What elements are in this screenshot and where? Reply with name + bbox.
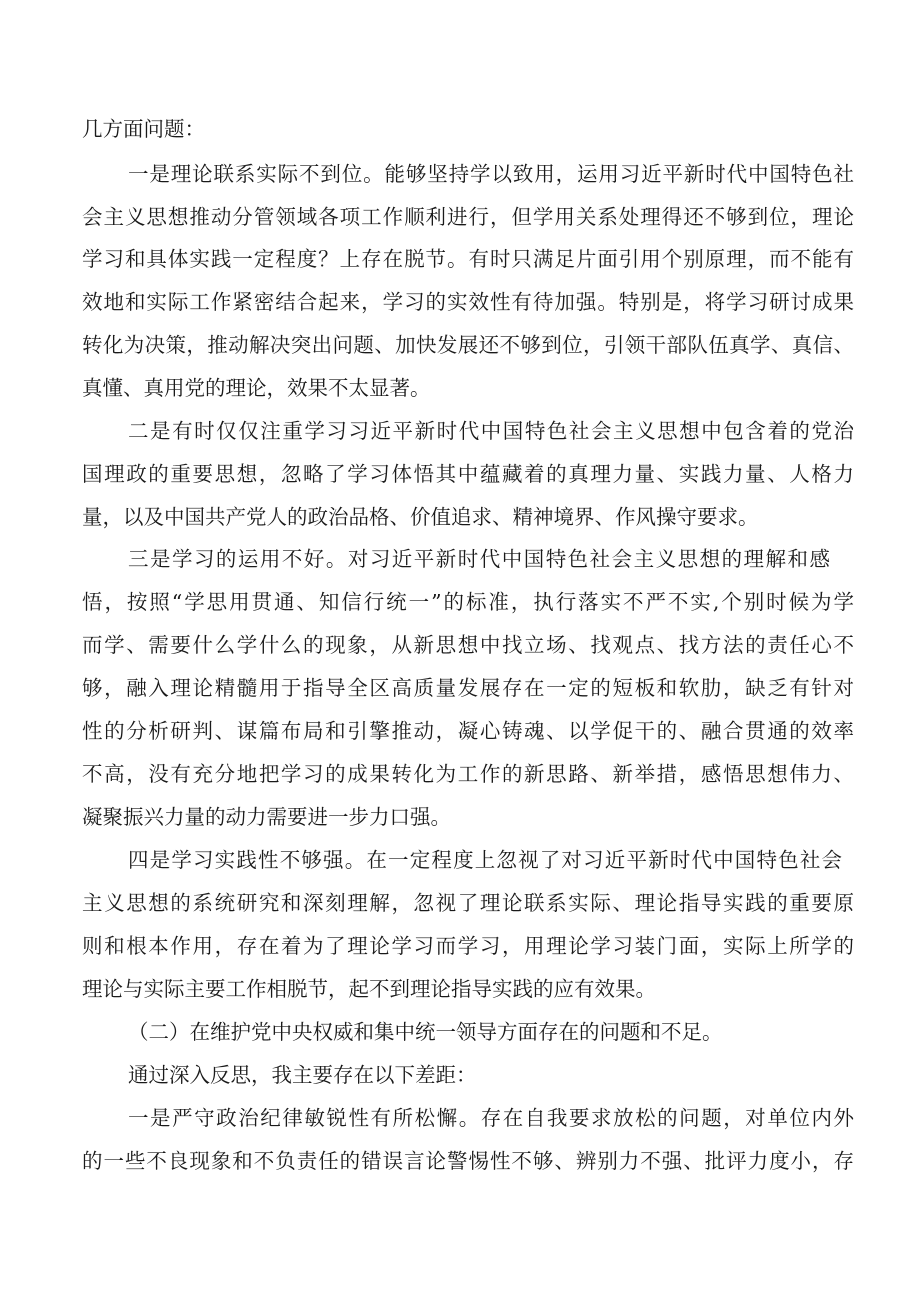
text-line: 会主义思想推动分管领域各项工作顺利进行，但学用关系处理得还不够到位，理论 [82,205,854,229]
text-line: 二是有时仅仅注重学习习近平新时代中国特色社会主义思想中包含着的党治 [128,419,854,443]
text-line: 凝聚振兴力量的动力需要进一步力口强。 [82,805,451,829]
text-line: 理论与实际主要工作相脱节，起不到理论指导实践的应有效果。 [82,977,656,1001]
text-line: 一是严守政治纪律敏锐性有所松懈。存在自我要求放松的问题，对单位内外 [128,1106,854,1130]
text-line: 而学、需要什么学什么的现象，从新思想中找立场、找观点、找方法的责任心不 [82,633,854,657]
text-line: 学习和具体实践一定程度？上存在脱节。有时只满足片面引用个别原理，而不能有 [82,247,854,271]
text-line: 转化为决策，推动解决突出问题、加快发展还不够到位，引领干部队伍真学、真信、 [82,333,854,357]
text-line: 四是学习实践性不够强。在一定程度上忽视了对习近平新时代中国特色社会 [128,848,842,872]
text-line: 三是学习的运用不好。对习近平新时代中国特色社会主义思想的理解和感 [128,547,830,571]
text-line: 几方面问题： [82,117,205,141]
text-line: 的一些不良现象和不负责任的错误言论警惕性不够、辨别力不强、批评力度小，存 [82,1149,854,1173]
text-line: 量，以及中国共产党人的政治品格、价值追求、精神境界、作风操守要求。 [82,505,759,529]
text-line: 则和根本作用，存在着为了理论学习而学习，用理论学习装门面，实际上所学的 [82,934,854,958]
text-line: 性的分析研判、谋篇布局和引擎推动，凝心铸魂、以学促干的、融合贯通的效率 [82,719,854,743]
text-line: 一是理论联系实际不到位。能够坚持学以致用，运用习近平新时代中国特色社 [128,162,854,186]
text-line: 不高，没有充分地把学习的成果转化为工作的新思路、新举措，感悟思想伟力、 [82,762,854,786]
text-line: 国理政的重要思想，忽略了学习体悟其中蕴藏着的真理力量、实践力量、人格力 [82,462,854,486]
section-heading: （二）在维护党中央权威和集中统一领导方面存在的问题和不足。 [128,1020,723,1044]
text-line: 够，融入理论精髓用于指导全区高质量发展存在一定的短板和软肋，缺乏有针对 [82,676,854,700]
text-line: 真懂、真用党的理论，效果不太显著。 [82,376,431,400]
text-line: 主义思想的系统研究和深刻理解，忽视了理论联系实际、理论指导实践的重要原 [82,891,854,915]
text-line: 悟，按照“学思用贯通、知信行统一”的标准，执行落实不严不实,个别时候为学 [82,590,854,614]
text-line: 效地和实际工作紧密结合起来，学习的实效性有待加强。特别是，将学习研讨成果 [82,290,854,314]
text-line: 通过深入反思，我主要存在以下差距： [128,1063,477,1087]
